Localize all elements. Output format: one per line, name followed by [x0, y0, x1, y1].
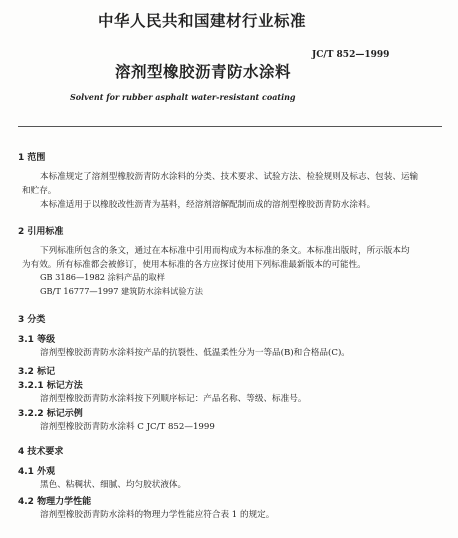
section-3-2-2-text: 溶剂型橡胶沥青防水涂料 C JC/T 852—1999 — [40, 422, 215, 432]
issuer-title: 中华人民共和国建材行业标准 — [98, 12, 307, 30]
section-2-heading: 2 引用标准 — [18, 227, 64, 237]
standard-code: JC/T 852—1999 — [312, 50, 390, 60]
section-3-2-1-heading: 3.2.1 标记方法 — [18, 381, 83, 391]
document-title-english: Solvent for rubber asphalt water-resistant coating — [70, 92, 296, 102]
section-4-1-heading: 4.1 外观 — [18, 467, 56, 477]
document-title: 溶剂型橡胶沥青防水涂料 — [115, 63, 292, 81]
section-3-2-2-heading: 3.2.2 标记示例 — [18, 409, 83, 419]
section-2-para-1-cont: 为有效。所有标准都会被修订，使用本标准的各方应探讨使用下列标准最新版本的可能性。 — [22, 260, 366, 270]
section-3-1-text: 溶剂型橡胶沥青防水涂料按产品的抗裂性、低温柔性分为一等品(B)和合格品(C)。 — [40, 348, 350, 358]
section-2-para-1: 下列标准所包含的条文，通过在本标准中引用而构成为本标准的条文。本标准出版时，所示版本均 — [40, 246, 410, 256]
section-1-heading: 1 范围 — [18, 153, 46, 163]
section-4-heading: 4 技术要求 — [18, 447, 64, 457]
section-3-heading: 3 分类 — [18, 315, 46, 325]
section-4-2-text: 溶剂型橡胶沥青防水涂料的物理力学性能应符合表 1 的规定。 — [40, 510, 275, 520]
section-4-2-heading: 4.2 物理力学性能 — [18, 497, 92, 507]
reference-2: GB/T 16777—1997 建筑防水涂料试验方法 — [40, 286, 203, 296]
section-1-para-1: 本标准规定了溶剂型橡胶沥青防水涂料的分类、技术要求、试验方法、检验规则及标志、包装、运输 — [40, 172, 419, 182]
section-1-para-1-cont: 和贮存。 — [22, 186, 57, 196]
section-1-para-2: 本标准适用于以橡胶改性沥青为基料，经溶剂溶解配制而成的溶剂型橡胶沥青防水涂料。 — [40, 200, 376, 210]
reference-1: GB 3186—1982 涂料产品的取样 — [40, 272, 165, 282]
section-4-1-text: 黑色、粘稠状、细腻、均匀胶状液体。 — [40, 480, 187, 490]
section-3-2-1-text: 溶剂型橡胶沥青防水涂料按下列顺序标记：产品名称、等级、标准号。 — [40, 394, 307, 404]
header-divider — [18, 126, 442, 127]
section-3-1-heading: 3.1 等级 — [18, 335, 56, 345]
section-3-2-heading: 3.2 标记 — [18, 367, 56, 377]
